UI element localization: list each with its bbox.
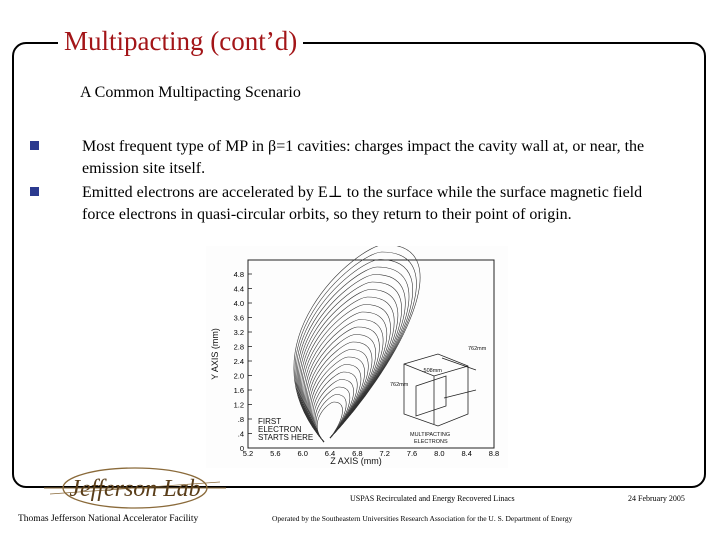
y-tick-label: 4.0 [233,299,244,308]
footer-operated-by: Operated by the Southeastern Universities Research Association for the U. S. Department of Energy [272,514,573,523]
y-tick-label: 3.2 [233,328,244,337]
slide-title: Multipacting (cont’d) [58,26,303,56]
bullet-item [82,182,662,225]
dimension-label: .508mm [422,368,442,374]
y-axis-label: Y AXIS (mm) [210,328,220,380]
logo-text: Jefferson Lab [69,476,201,502]
square-bullet-icon [30,187,39,196]
first-electron-label-line: STARTS HERE [258,433,314,442]
square-bullet-icon [30,141,39,150]
bullet-item [82,136,662,179]
x-tick-label: 6.0 [297,449,308,458]
bullet-text: Emitted electrons are accelerated by E⊥ to the surface while the surface magnetic field force electrons in quasi-circular orbits, so they return to their point of origin. [82,184,643,223]
y-tick-label: 2.8 [233,342,244,352]
jefferson-lab-logo [40,464,230,512]
first-electron-label-line: FIRST [258,417,282,426]
x-tick-label: 7.2 [379,449,390,458]
y-tick-label: 3.6 [233,313,244,323]
dimension-label: 762mm [468,346,487,352]
y-tick-label: 1.2 [233,400,244,410]
footer-date: 24 February 2005 [628,494,685,503]
x-tick-label: 8.4 [461,449,472,458]
x-tick-label: 8.8 [488,449,500,458]
x-tick-label: 8.0 [434,449,445,458]
multipacting-label-line: MULTIPACTING [410,432,451,438]
trajectory-plot [206,246,508,468]
multipacting-trajectory-figure [206,246,508,468]
x-tick-label: 5.2 [242,449,254,458]
y-tick-label: .4 [237,429,244,439]
x-tick-label: 7.6 [406,449,418,458]
x-tick-label: 6.8 [352,449,363,458]
y-tick-label: 0 [239,444,244,453]
footer-course: USPAS Recirculated and Energy Recovered Linacs [350,494,515,503]
y-tick-label: 1.6 [233,386,244,395]
x-tick-label: 5.6 [270,449,281,458]
y-tick-label: 4.4 [233,284,244,294]
dimension-label: 762mm [390,382,409,388]
footer-facility: Thomas Jefferson National Accelerator Facility [18,514,199,524]
first-electron-label-line: ELECTRON [258,425,302,434]
x-tick-label: 6.4 [324,449,336,458]
y-tick-label: .8 [237,415,244,424]
y-tick-label: 2.0 [233,371,244,381]
slide-subtitle: A Common Multipacting Scenario [80,84,301,101]
x-axis-label: Z AXIS (mm) [330,456,382,466]
y-tick-label: 2.4 [233,357,244,366]
multipacting-label-line: ELECTRONS [414,439,448,445]
y-tick-label: 4.8 [233,270,244,279]
bullet-text: Most frequent type of MP in β=1 cavities: charges impact the cavity wall at, or near, the emission site itself. [82,138,645,177]
